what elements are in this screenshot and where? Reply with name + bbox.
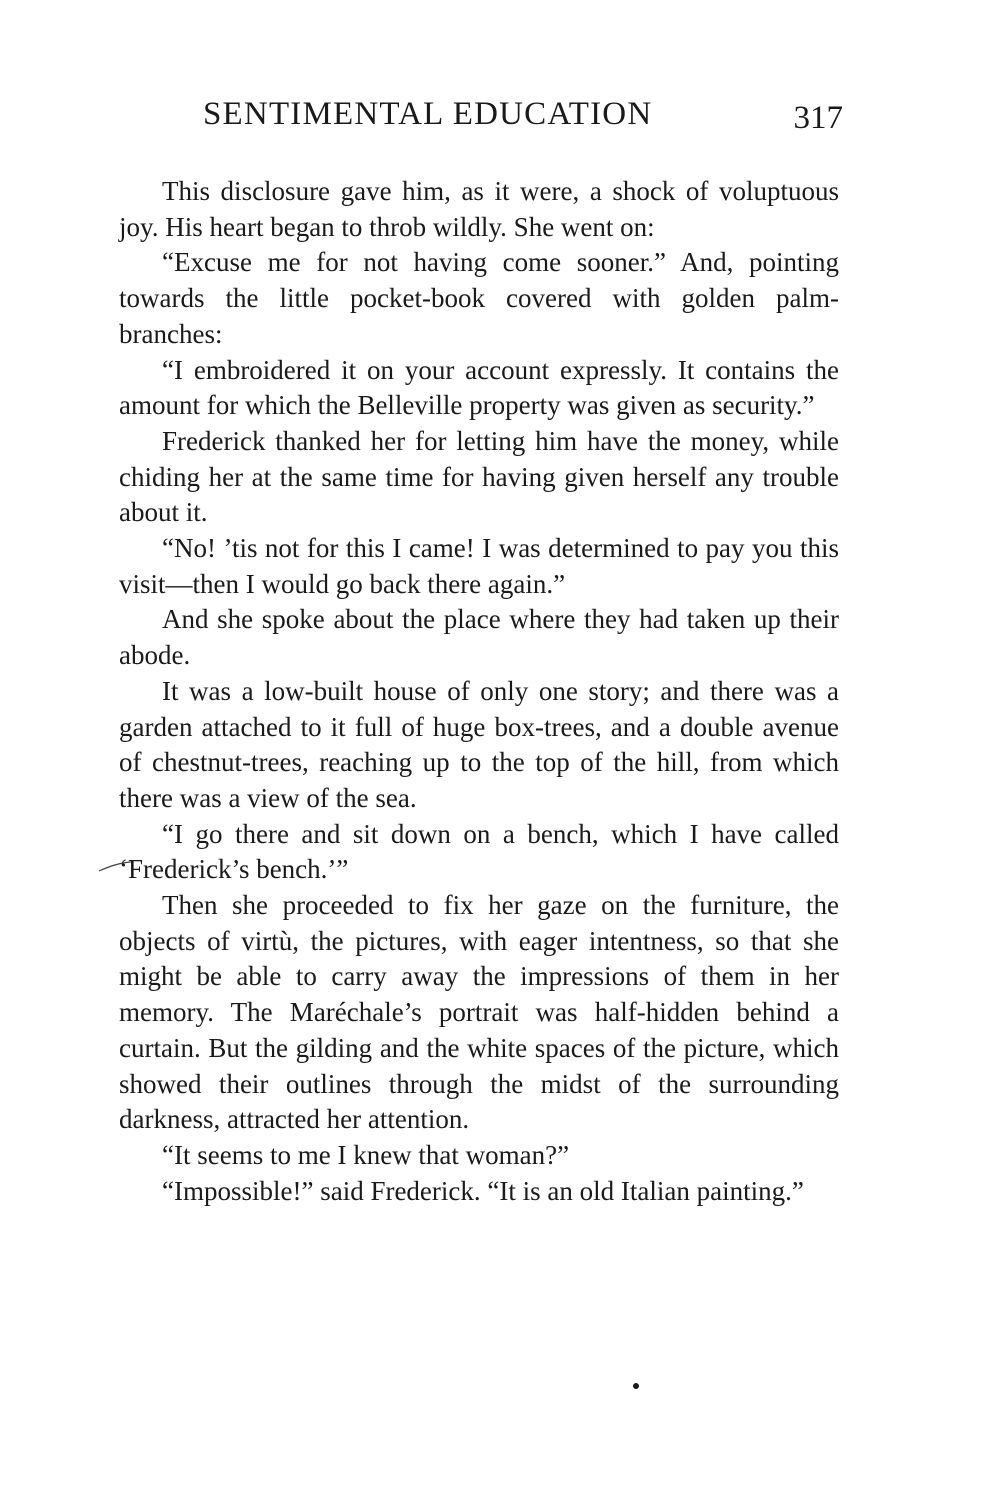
running-header (203, 96, 843, 146)
paragraph: “I go there and sit down on a bench, which I have called ‘Frederick’s bench.’” (119, 818, 839, 885)
pencil-mark (98, 860, 132, 874)
paragraph: Frederick thanked her for letting him have the money, while chiding her at the same time for having given herself any trouble about it. (119, 425, 839, 528)
paragraph: “No! ’tis not for this I came! I was determined to pay you this visit—then I would go back there again.” (119, 533, 839, 599)
paragraph: “Excuse me for not having come sooner.” And, pointing towards the little pocket-book covered with golden palm-branches: (119, 247, 839, 349)
body-text (119, 174, 839, 1209)
paragraph: “Impossible!” said Frederick. “It is an old Italian painting.” (162, 1175, 804, 1206)
running-title: SENTIMENTAL EDUCATION (203, 96, 653, 132)
paragraph: This disclosure gave him, as it were, a shock of voluptuous joy. His heart began to throb wildly. She went on: (119, 176, 839, 242)
page-number: 317 (793, 100, 843, 136)
paragraph: It was a low-built house of only one story; and there was a garden attached to it full of huge box-trees, and a double avenue of chestnut-trees, reaching up to the top of the hill, from which there was a view of the sea. (119, 675, 839, 813)
paragraph: “I embroidered it on your account expressly. It contains the amount for which the Belleville property was given as security.” (119, 354, 839, 421)
paragraph: And she spoke about the place where they had taken up their abode. (119, 604, 839, 671)
ink-speck (633, 1383, 639, 1389)
paragraph: Then she proceeded to fix her gaze on the furniture, the objects of virtù, the pictures, with eager intentness, so that she might be able to carry away the impressions of them in her memory. The Maréchale’s portrait was half-hidden behind a curtain. But the gilding and the white spaces of the picture, which showed their outlines through the midst of the surrounding darkness, attracted her attention. (119, 890, 839, 1135)
paragraph: “It seems to me I knew that woman?” (162, 1139, 570, 1170)
